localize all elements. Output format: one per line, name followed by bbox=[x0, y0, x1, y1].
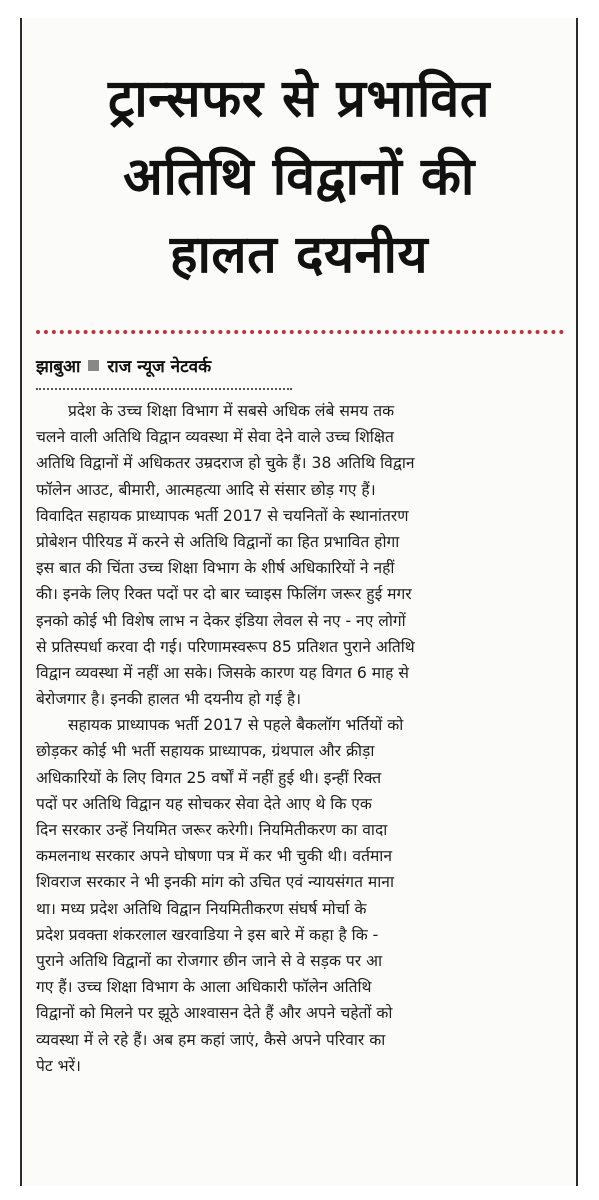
body-line: बेरोजगार है। इनकी हालत भी दयनीय हो गई है। bbox=[36, 690, 302, 709]
body-line: अधिकारियों के लिए विगत 25 वर्षों में नहीं हुई थी। इन्हीं रिक्त bbox=[36, 768, 382, 787]
body-line: पुराने अतिथि विद्वानों का रोजगार छीन जाने से वे सड़क पर आ bbox=[36, 951, 383, 970]
article-headline bbox=[36, 60, 562, 294]
body-line: विवादित सहायक प्राध्यापक भर्ती 2017 से चयनितों के स्थानांतरण bbox=[36, 506, 409, 525]
body-line: प्रोबेशन पीरियड में करने से अतिथि विद्वानों का हित प्रभावित होगा bbox=[36, 532, 400, 551]
body-line: प्रदेश प्रवक्ता शंकरलाल खरवाडिया ने इस बारे में कहा है कि - bbox=[36, 925, 379, 944]
body-line: प्रदेश के उच्च शिक्षा विभाग में सबसे अधिक लंबे समय तक bbox=[68, 402, 395, 420]
body-line: चलने वाली अतिथि विद्वान व्यवस्था में सेवा देने वाले उच्च शिक्षित bbox=[36, 428, 394, 447]
body-line: था। मध्य प्रदेश अतिथि विद्वान नियमितीकरण संघर्ष मोर्चा के bbox=[36, 899, 367, 918]
body-line: गए हैं। उच्च शिक्षा विभाग के आला अधिकारी फॉलेन अतिथि bbox=[36, 978, 372, 997]
body-line: पेट भरें। bbox=[36, 1056, 81, 1075]
article-body bbox=[36, 398, 564, 1079]
body-line: की। इनके लिए रिक्त पदों पर दो बार च्वाइस फिलिंग जरूर हुई मगर bbox=[36, 585, 412, 604]
body-line: विद्वान व्यवस्था में नहीं आ सके। जिसके कारण यह विगत 6 माह से bbox=[36, 663, 409, 682]
newspaper-clipping bbox=[20, 18, 578, 1186]
headline-line-2: अतिथि विद्वानों की bbox=[123, 147, 475, 207]
headline-line-1: ट्रान्सफर से प्रभावित bbox=[108, 69, 490, 129]
dateline-source: राज न्यूज नेटवर्क bbox=[107, 356, 212, 377]
body-line: पदों पर अतिथि विद्वान यह सोचकर सेवा देते आए थे कि एक bbox=[36, 794, 372, 813]
square-separator-icon bbox=[88, 360, 99, 371]
red-dotted-rule bbox=[36, 330, 564, 334]
dateline-place: झाबुआ bbox=[36, 356, 81, 377]
scan-top-margin bbox=[0, 0, 599, 18]
body-line: शिवराज सरकार ने भी इनकी मांग को उचित एवं न्यायसंगत माना bbox=[36, 873, 394, 892]
body-line: फॉलेन आउट, बीमारी, आत्महत्या आदि से संसार छोड़ गए हैं। bbox=[36, 480, 376, 499]
body-line: दिन सरकार उन्हें नियमित जरूर करेगी। नियमितीकरण का वादा bbox=[36, 821, 388, 839]
body-line: इनको कोई भी विशेष लाभ न देकर इंडिया लेवल से नए - नए लोगों bbox=[36, 611, 406, 630]
body-line: सहायक प्राध्यापक भर्ती 2017 से पहले बैकलॉग भर्तियों को bbox=[68, 716, 404, 735]
body-line: विद्वानों को मिलने पर झूठे आश्वासन देते हैं और अपने चहेतों को bbox=[36, 1004, 393, 1023]
body-line: कमलनाथ सरकार अपने घोषणा पत्र में कर भी चुकी थी। वर्तमान bbox=[36, 847, 392, 866]
body-line: छोड़कर कोई भी भर्ती सहायक प्राध्यापक, ग्रंथपाल और क्रीड़ा bbox=[36, 742, 375, 761]
body-line: व्यवस्था में ले रहे हैं। अब हम कहां जाएं, कैसे अपने परिवार का bbox=[36, 1030, 386, 1049]
body-line: इस बात की चिंता उच्च शिक्षा विभाग के शीर्ष अधिकारियों ने नहीं bbox=[36, 559, 395, 578]
dateline-dotted-underline bbox=[36, 388, 292, 390]
body-line: से प्रतिस्पर्धा करवा दी गई। परिणामस्वरूप 85 प्रतिशत पुराने अतिथि bbox=[36, 637, 415, 656]
dateline bbox=[36, 352, 211, 378]
body-line: अतिथि विद्वानों में अधिकतर उम्रदराज हो चुके हैं। 38 अतिथि विद्वान bbox=[36, 454, 415, 473]
headline-line-3: हालत दयनीय bbox=[169, 225, 429, 285]
